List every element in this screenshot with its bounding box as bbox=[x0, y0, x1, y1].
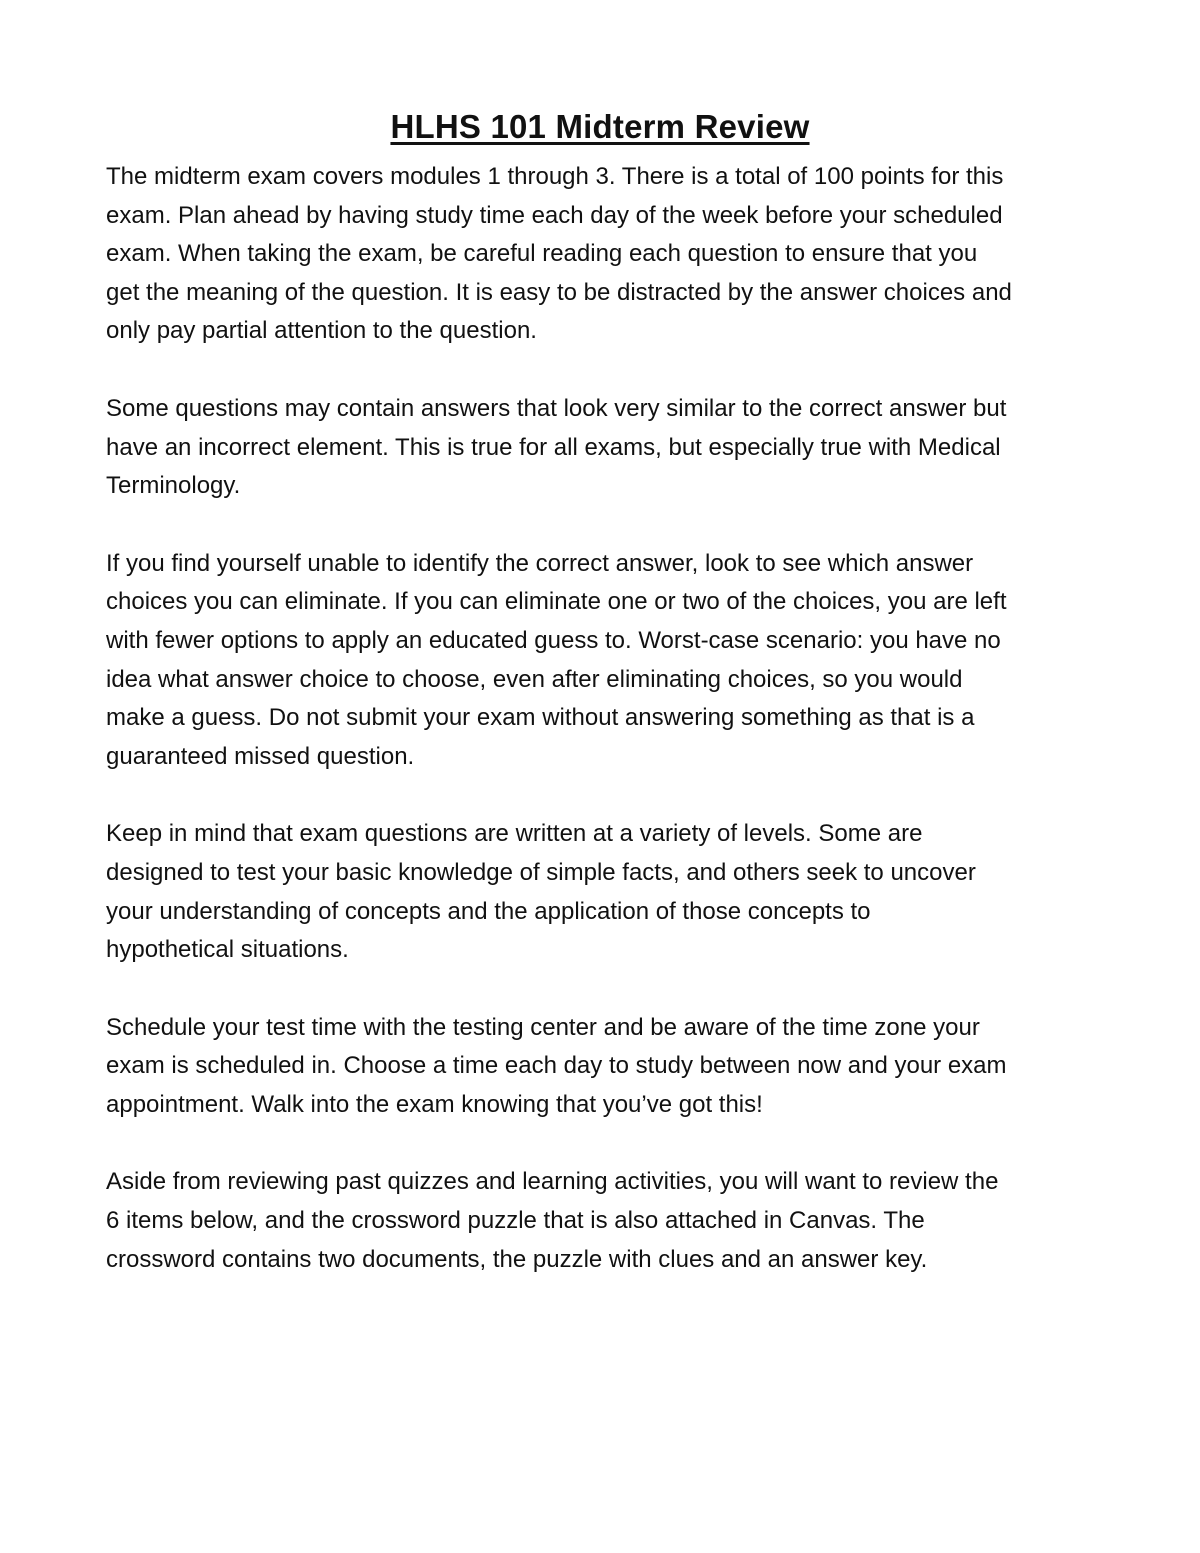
paragraph-line: only pay partial attention to the question. bbox=[106, 317, 537, 345]
document-title: HLHS 101 Midterm Review bbox=[390, 108, 810, 145]
paragraph-line: your understanding of concepts and the application of those concepts to bbox=[106, 897, 871, 925]
paragraph-line: appointment. Walk into the exam knowing that you’ve got this! bbox=[106, 1090, 763, 1118]
paragraph-line: If you find yourself unable to identify the correct answer, look to see which answer bbox=[106, 549, 974, 577]
paragraph-line: exam is scheduled in. Choose a time each day to study between now and your exam bbox=[106, 1052, 1007, 1080]
paragraph-line: Terminology. bbox=[106, 472, 241, 500]
paragraph bbox=[106, 1163, 1106, 1279]
paragraph bbox=[106, 815, 1106, 969]
paragraph-line: have an incorrect element. This is true for all exams, but especially true with Medical bbox=[106, 433, 1001, 461]
paragraph-line: exam. Plan ahead by having study time each day of the week before your scheduled bbox=[106, 201, 1003, 229]
paragraph-line: Some questions may contain answers that look very similar to the correct answer but bbox=[106, 394, 1007, 422]
paragraph-line: guaranteed missed question. bbox=[106, 742, 415, 770]
paragraph-line: The midterm exam covers modules 1 through 3. There is a total of 100 points for this bbox=[106, 163, 1004, 190]
paragraph-line: get the meaning of the question. It is easy to be distracted by the answer choices and bbox=[106, 278, 1012, 306]
paragraph bbox=[106, 390, 1106, 506]
paragraph-line: Aside from reviewing past quizzes and learning activities, you will want to review the bbox=[106, 1168, 999, 1196]
paragraph-line: idea what answer choice to choose, even after eliminating choices, so you would bbox=[106, 665, 963, 693]
paragraph-line: crossword contains two documents, the puzzle with clues and an answer key. bbox=[106, 1245, 928, 1273]
paragraph-line: designed to test your basic knowledge of simple facts, and others seek to uncover bbox=[106, 858, 976, 886]
paragraph-line: make a guess. Do not submit your exam without answering something as that is a bbox=[106, 704, 975, 732]
document-body bbox=[106, 158, 1106, 1318]
paragraph-line: exam. When taking the exam, be careful reading each question to ensure that you bbox=[106, 240, 978, 268]
paragraph-line: 6 items below, and the crossword puzzle that is also attached in Canvas. The bbox=[106, 1207, 925, 1235]
paragraph-line: hypothetical situations. bbox=[106, 936, 349, 964]
paragraph-line: Schedule your test time with the testing center and be aware of the time zone your bbox=[106, 1013, 980, 1041]
paragraph-line: Keep in mind that exam questions are written at a variety of levels. Some are bbox=[106, 820, 923, 848]
paragraph bbox=[106, 1009, 1106, 1125]
paragraph bbox=[106, 158, 1106, 351]
paragraph-line: with fewer options to apply an educated guess to. Worst-case scenario: you have no bbox=[106, 626, 1001, 654]
paragraph-line: choices you can eliminate. If you can eliminate one or two of the choices, you are left bbox=[106, 588, 1007, 616]
paragraph bbox=[106, 545, 1106, 777]
